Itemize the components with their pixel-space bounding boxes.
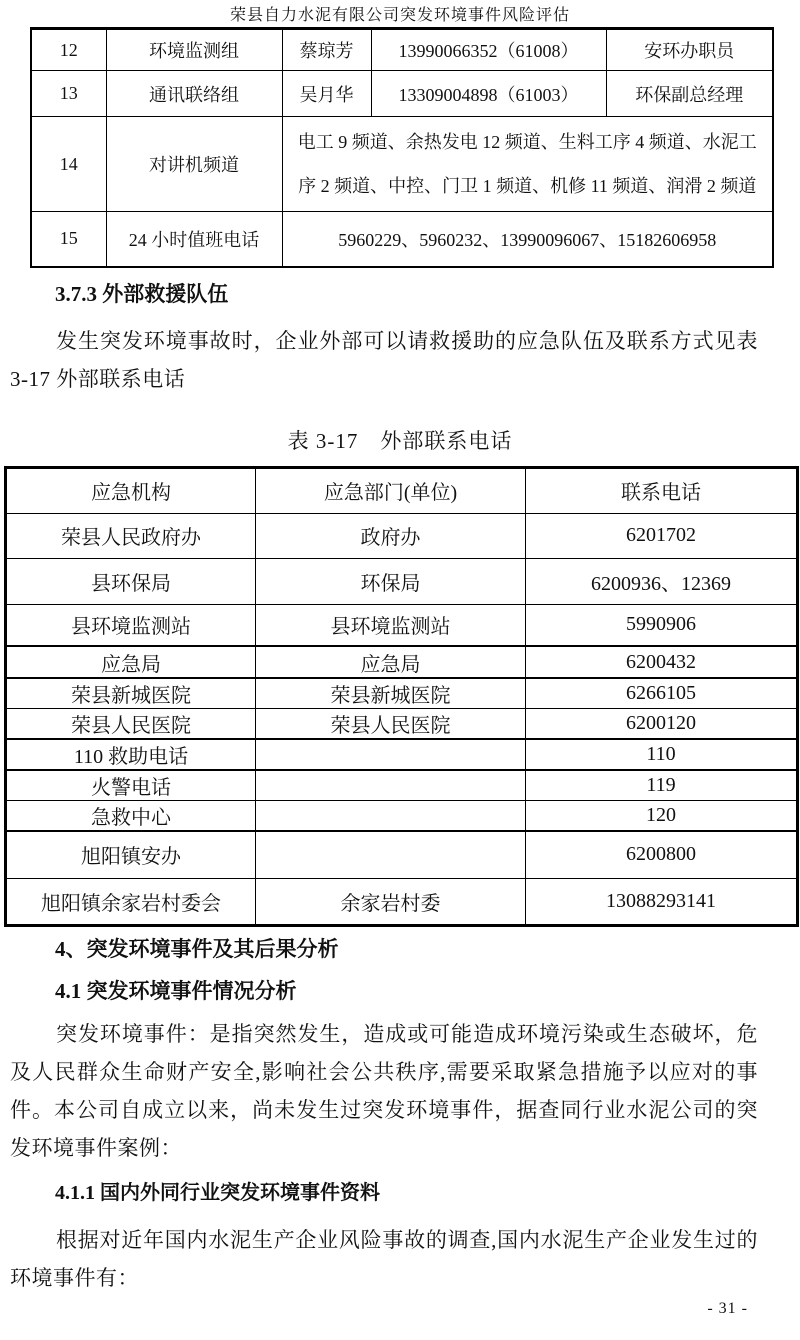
cell-row-no: 14 bbox=[31, 117, 106, 212]
cell-phone: 6201702 bbox=[526, 513, 798, 558]
page-header-title: 荣县自力水泥有限公司突发环境事件风险评估 bbox=[229, 7, 570, 24]
paragraph-incident-definition: 突发环境事件：是指突然发生，造成或可能造成环境污染或生态破坏，危及人民群众生命财产安全,影响社会公共秩序,需要采取紧急措施予以应对的事件。本公司自成立以来，尚未发生过突发环境事件，据查同行业水泥公司的突发环境事件案例： bbox=[10, 1021, 758, 1160]
header-cell-agency: 应急机构 bbox=[6, 467, 256, 513]
cell-group-name: 对讲机频道 bbox=[106, 117, 282, 212]
cell-person-name: 蔡琼芳 bbox=[282, 29, 371, 71]
table-header-row bbox=[6, 467, 798, 513]
cell-department bbox=[256, 801, 526, 832]
cell-department bbox=[256, 739, 526, 770]
cell-department bbox=[256, 770, 526, 801]
section-heading-373: 3.7.3 外部救援队伍 bbox=[55, 281, 229, 306]
table-row bbox=[6, 678, 798, 709]
table-row bbox=[6, 646, 798, 678]
paragraph-external-rescue: 发生突发环境事故时，企业外部可以请救援助的应急队伍及联系方式见表 3-17 外部联系电话 bbox=[10, 328, 758, 391]
cell-phone: 120 bbox=[526, 801, 798, 832]
cell-radio-channels: 电工 9 频道、余热发电 12 频道、生料工序 4 频道、水泥工序 2 频道、中控、门卫 1 频道、机修 11 频道、润滑 2 频道 bbox=[282, 117, 773, 212]
cell-department: 应急局 bbox=[256, 646, 526, 678]
cell-agency: 110 救助电话 bbox=[6, 739, 256, 770]
header-cell-phone: 联系电话 bbox=[526, 467, 798, 513]
cell-agency: 火警电话 bbox=[6, 770, 256, 801]
table-row bbox=[6, 831, 798, 878]
cell-agency: 县环境监测站 bbox=[6, 604, 256, 646]
cell-agency: 县环保局 bbox=[6, 558, 256, 604]
section-heading-41: 4.1 突发环境事件情况分析 bbox=[55, 978, 297, 1003]
cell-row-no: 12 bbox=[31, 29, 106, 71]
cell-phone: 6200120 bbox=[526, 709, 798, 740]
cell-agency: 旭阳镇安办 bbox=[6, 831, 256, 878]
cell-department: 余家岩村委 bbox=[256, 878, 526, 925]
cell-department bbox=[256, 831, 526, 878]
cell-agency: 急救中心 bbox=[6, 801, 256, 832]
table-row bbox=[6, 604, 798, 646]
cell-group-name: 通讯联络组 bbox=[106, 71, 282, 117]
cell-agency: 荣县人民医院 bbox=[6, 709, 256, 740]
header-cell-department: 应急部门(单位) bbox=[256, 467, 526, 513]
cell-agency: 应急局 bbox=[6, 646, 256, 678]
cell-phone: 119 bbox=[526, 770, 798, 801]
table-row bbox=[31, 71, 773, 117]
table-row bbox=[6, 709, 798, 740]
cell-phone: 13088293141 bbox=[526, 878, 798, 925]
table-row bbox=[6, 558, 798, 604]
cell-department: 荣县新城医院 bbox=[256, 678, 526, 709]
cell-group-name: 24 小时值班电话 bbox=[106, 212, 282, 267]
table-row bbox=[31, 117, 773, 212]
cell-role: 环保副总经理 bbox=[606, 71, 773, 117]
cell-role: 安环办职员 bbox=[606, 29, 773, 71]
section-heading-4: 4、突发环境事件及其后果分析 bbox=[55, 936, 339, 961]
cell-person-name: 吴月华 bbox=[282, 71, 371, 117]
table-row bbox=[6, 878, 798, 925]
cell-phone: 110 bbox=[526, 739, 798, 770]
paragraph-industry-survey: 根据对近年国内水泥生产企业风险事故的调查,国内水泥生产企业发生过的环境事件有： bbox=[10, 1227, 758, 1290]
cell-agency: 荣县新城医院 bbox=[6, 678, 256, 709]
cell-department: 荣县人民医院 bbox=[256, 709, 526, 740]
cell-phone: 6200936、12369 bbox=[526, 558, 798, 604]
cell-agency: 旭阳镇余家岩村委会 bbox=[6, 878, 256, 925]
cell-department: 县环境监测站 bbox=[256, 604, 526, 646]
table-row bbox=[6, 801, 798, 832]
table-row bbox=[6, 739, 798, 770]
internal-contacts-table bbox=[30, 27, 774, 268]
cell-group-name: 环境监测组 bbox=[106, 29, 282, 71]
cell-department: 环保局 bbox=[256, 558, 526, 604]
cell-phone: 13309004898（61003） bbox=[371, 71, 606, 117]
cell-row-no: 13 bbox=[31, 71, 106, 117]
cell-phone: 5990906 bbox=[526, 604, 798, 646]
table-row bbox=[31, 212, 773, 267]
table-row bbox=[6, 513, 798, 558]
cell-phone: 6200800 bbox=[526, 831, 798, 878]
cell-phone: 6200432 bbox=[526, 646, 798, 678]
table-row bbox=[6, 770, 798, 801]
cell-phone: 13990066352（61008） bbox=[371, 29, 606, 71]
page-number: - 31 - bbox=[707, 1300, 748, 1317]
table-row bbox=[31, 29, 773, 71]
cell-agency: 荣县人民政府办 bbox=[6, 513, 256, 558]
cell-row-no: 15 bbox=[31, 212, 106, 267]
cell-duty-phones: 5960229、5960232、13990096067、15182606958 bbox=[282, 212, 773, 267]
cell-department: 政府办 bbox=[256, 513, 526, 558]
table2-caption: 表 3-17 外部联系电话 bbox=[287, 428, 513, 453]
cell-phone: 6266105 bbox=[526, 678, 798, 709]
section-heading-411: 4.1.1 国内外同行业突发环境事件资料 bbox=[55, 1181, 380, 1204]
external-contacts-table bbox=[4, 466, 799, 927]
